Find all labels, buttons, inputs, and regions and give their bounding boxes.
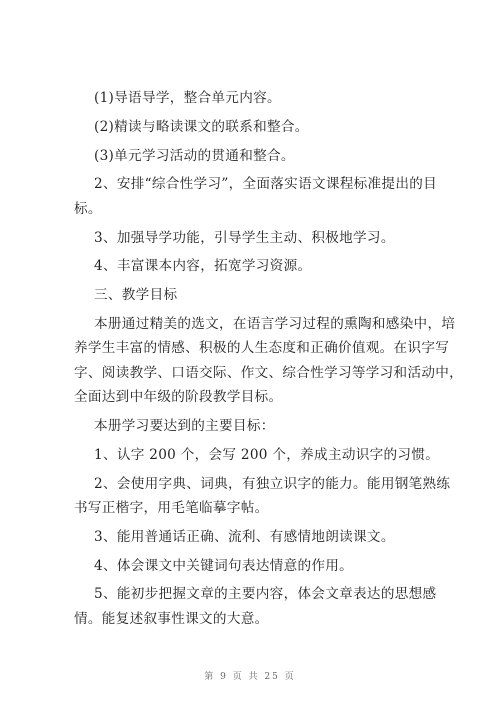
text-line: 本册学习要达到的主要目标： (94, 418, 275, 434)
text-line: 养学生丰富的情感、积极的人生态度和正确价值观。在识字写 (74, 340, 450, 357)
text-line: 书写正楷字，用毛笔临摹字帖。 (74, 500, 269, 516)
text-line: 1、认字 200 个，会写 200 个，养成主动识字的习惯。 (94, 446, 440, 463)
text-line: (2)精读与略读课文的联系和整合。 (94, 118, 309, 135)
text-line: 4、体会课文中关键词句表达情意的作用。 (94, 557, 354, 574)
text-line: 5、能初步把握文章的主要内容，体会文章表达的思想感 (94, 586, 437, 603)
text-line: 全面达到中年级的阶段教学目标。 (74, 389, 283, 406)
page-footer: 第 9 页 共 25 页 (204, 672, 296, 682)
document-body (74, 86, 464, 631)
text-line: 3、加强导学功能，引导学生主动、积极地学习。 (94, 229, 395, 246)
text-line: 标。 (74, 200, 102, 217)
text-line: 本册通过精美的选文，在语言学习过程的熏陶和感染中，培 (94, 315, 456, 332)
text-line: 字、阅读教学、口语交际、作文、综合性学习等学习和活动中， (74, 364, 464, 381)
text-line: 三、教学目标 (94, 287, 178, 304)
text-line: 2、安排“综合性学习”，全面落实语文课程标准提出的目 (94, 176, 438, 193)
text-line: 2、会使用字典、词典，有独立识字的能力。能用钢笔熟练 (94, 475, 451, 492)
text-line: (3)单元学习活动的贯通和整合。 (94, 147, 295, 164)
text-line: 情。能复述叙事性课文的大意。 (74, 610, 269, 627)
text-line: (1)导语导学，整合单元内容。 (94, 90, 281, 106)
text-line: 4、丰富课本内容，拓宽学习资源。 (94, 258, 312, 275)
text-line: 3、能用普通话正确、流利、有感情地朗读课文。 (94, 528, 395, 545)
